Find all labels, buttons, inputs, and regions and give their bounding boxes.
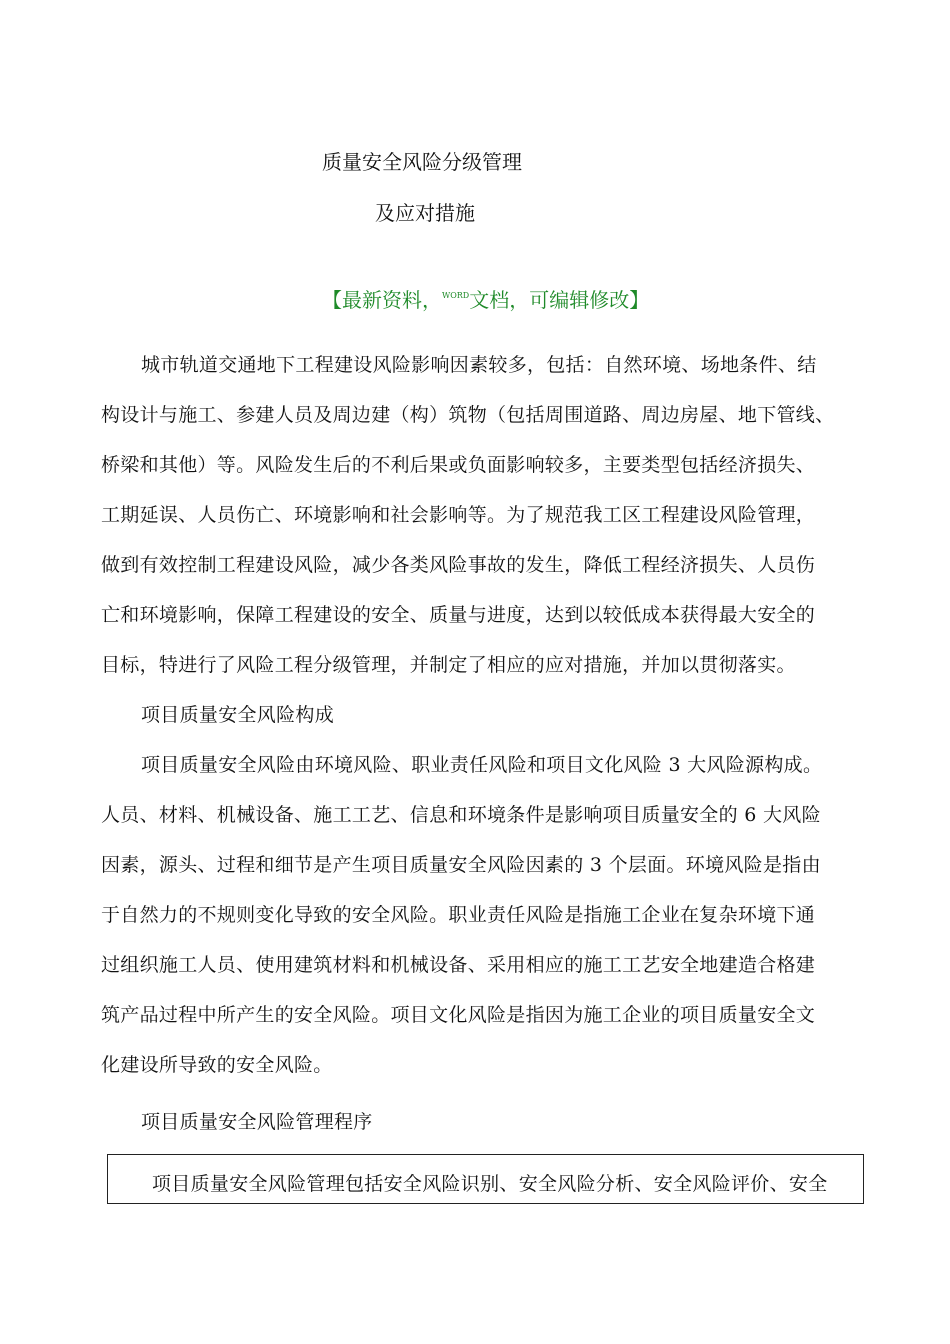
section1-line-5: 过组织施工人员、使用建筑材料和机械设备、采用相应的施工工艺安全地建造合格建: [101, 954, 816, 976]
intro-line-7: 目标，特进行了风险工程分级管理，并制定了相应的应对措施，并加以贯彻落实。: [101, 654, 796, 676]
section-heading-procedure: 项目质量安全风险管理程序: [141, 1111, 373, 1133]
section1-line-7: 化建设所导致的安全风险。: [101, 1054, 333, 1076]
intro-line-6: 亡和环境影响，保障工程建设的安全、质量与进度，达到以较低成本获得最大安全的: [101, 604, 816, 626]
intro-line-1: 城市轨道交通地下工程建设风险影响因素较多，包括：自然环境、场地条件、结: [141, 354, 817, 376]
section-heading-composition: 项目质量安全风险构成: [141, 704, 335, 726]
intro-line-4: 工期延误、人员伤亡、环境影响和社会影响等。为了规范我工区工程建设风险管理，: [101, 504, 816, 526]
banner-suffix: 文档，可编辑修改】: [469, 288, 650, 312]
boxed-text-line: 项目质量安全风险管理包括安全风险识别、安全风险分析、安全风险评价、安全: [152, 1173, 828, 1195]
intro-line-3: 桥梁和其他）等。风险发生后的不利后果或负面影响较多，主要类型包括经济损失、: [101, 454, 816, 476]
section1-line-1: 项目质量安全风险由环境风险、职业责任风险和项目文化风险 3 大风险源构成。: [141, 754, 823, 776]
banner-word: WORD: [442, 291, 470, 300]
section1-line-6: 筑产品过程中所产生的安全风险。项目文化风险是指因为施工企业的项目质量安全文: [101, 1004, 816, 1026]
title-line-2: 及应对措施: [375, 201, 475, 225]
editable-notice-banner: [322, 284, 649, 313]
section1-line-3: 因素，源头、过程和细节是产生项目质量安全风险因素的 3 个层面。环境风险是指由: [101, 854, 821, 876]
bordered-text-box: [107, 1154, 864, 1204]
section1-line-4: 于自然力的不规则变化导致的安全风险。职业责任风险是指施工企业在复杂环境下通: [101, 904, 816, 926]
banner-prefix: 【最新资料，: [322, 288, 442, 312]
intro-line-5: 做到有效控制工程建设风险，减少各类风险事故的发生，降低工程经济损失、人员伤: [101, 554, 816, 576]
intro-line-2: 构设计与施工、参建人员及周边建（构）筑物（包括周围道路、周边房屋、地下管线、: [101, 404, 835, 426]
title-line-1: 质量安全风险分级管理: [322, 150, 522, 174]
section1-line-2: 人员、材料、机械设备、施工工艺、信息和环境条件是影响项目质量安全的 6 大风险: [101, 804, 821, 826]
